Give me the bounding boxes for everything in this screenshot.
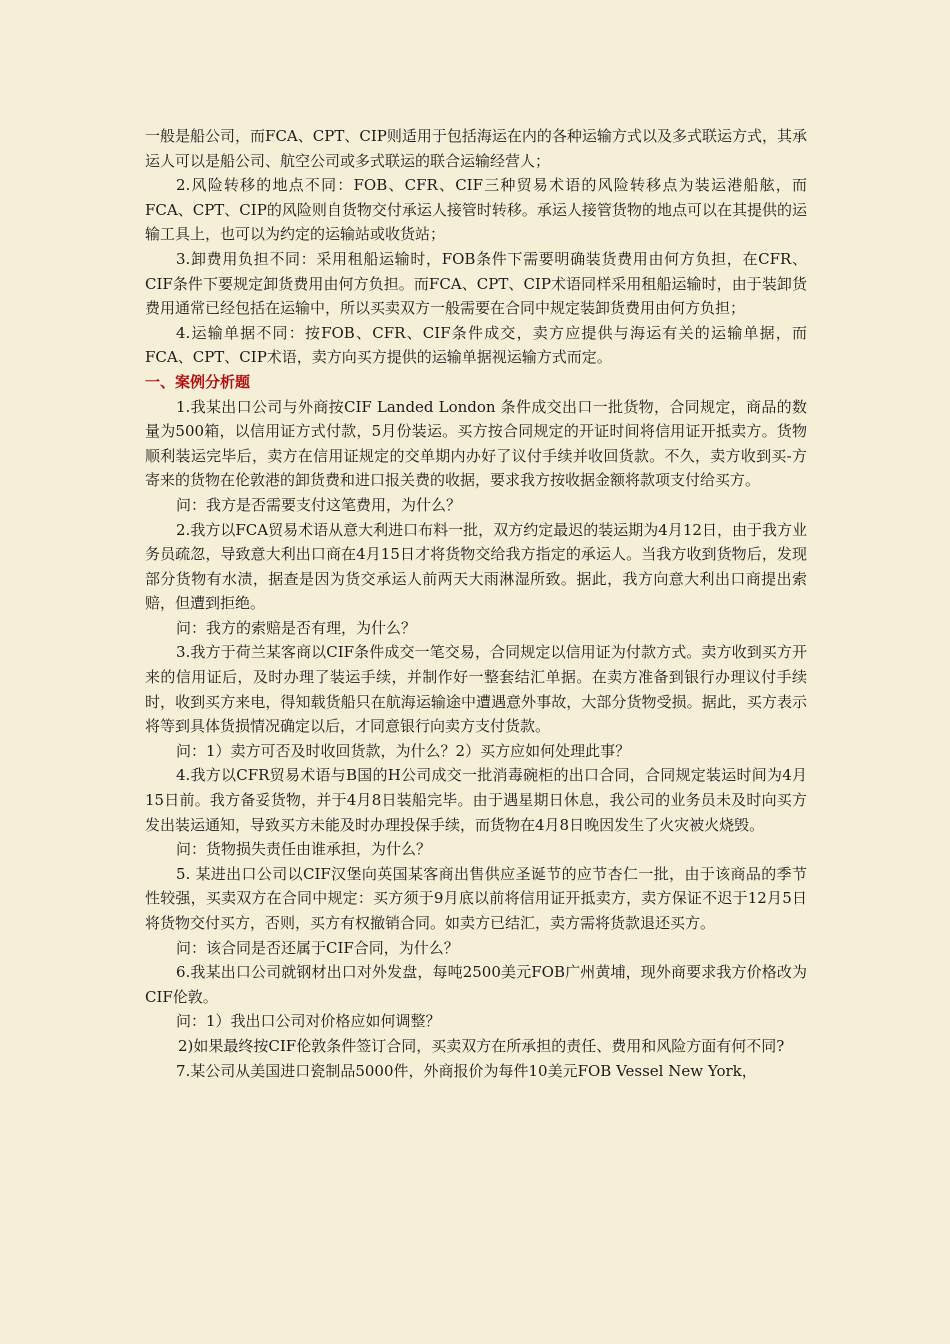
case-2-question: 问：我方的索赔是否有理，为什么？ (176, 618, 417, 637)
case-3: 3.我方于荷兰某客商以CIF条件成交一笔交易，合同规定以信用证为付款方式。卖方收到买方开来的信用证后，及时办理了装运手续，并制作好一整套结汇单据。在卖方准备到银行办理议付手续时，收到买方来电，得知载货船只在航海运输途中遭遇意外事故，大部分货物受损。据此，买方表示将等到具体货损情况确定以后，才同意银行向卖方支付货款。 (145, 643, 807, 736)
case-7: 7.某公司从美国进口瓷制品5000件，外商报价为每件10美元FOB Vessel New York， (176, 1061, 757, 1080)
case-5-question: 问：该合同是否还属于CIF合同，为什么？ (176, 938, 459, 957)
case-4: 4.我方以CFR贸易术语与B国的H公司成交一批消毒碗柜的出口合同，合同规定装运时间为4月15日前。我方备妥货物，并于4月8日装船完毕。由于遇星期日休息，我公司的业务员未及时向买方发出装运通知，导致买方未能及时办理投保手续，而货物在4月8日晚因发生了火灾被火烧毁。 (145, 766, 807, 834)
case-5: 5. 某进出口公司以CIF汉堡向英国某客商出售供应圣诞节的应节杏仁一批，由于该商品的季节性较强，买卖双方在合同中规定：买方须于9月底以前将信用证开抵卖方，卖方保证不迟于12月5日将货物交付买方，否则，买方有权撤销合同。如卖方已结汇，卖方需将货款退还买方。 (145, 864, 807, 932)
section-heading-case-analysis: 一、案例分析题 (145, 372, 251, 391)
document-body (145, 124, 807, 1083)
paragraph-continuation: 一般是船公司，而FCA、CPT、CIP则适用于包括海运在内的各种运输方式以及多式联运方式，其承运人可以是船公司、航空公司或多式联运的联合运输经营人； (145, 127, 807, 170)
paragraph-unloading-cost: 3.卸费用负担不同：采用租船运输时，FOB条件下需要明确装货费用由何方负担，在CFR、CIF条件下要规定卸货费用由何方负担。而FCA、CPT、CIP术语同样采用租船运输时，由于装卸货费用通常已经包括在运输中，所以买卖双方一般需要在合同中规定装卸货费用由何方负担； (145, 249, 807, 318)
case-4-question: 问：货物损失责任由谁承担，为什么？ (176, 840, 432, 859)
case-6-question-2: 2)如果最终按CIF伦敦条件签订合同，买卖双方在所承担的责任、费用和风险方面有何不同? (178, 1036, 785, 1055)
case-3-question: 问：1）卖方可否及时收回货款，为什么？2）买方应如何处理此事？ (176, 741, 631, 760)
case-1: 1.我某出口公司与外商按CIF Landed London 条件成交出口一批货物，合同规定，商品的数量为500箱，以信用证方式付款，5月份装运。买方按合同规定的开证时间将信用证开抵卖方。货物顺利装运完毕后，卖方在信用证规定的交单期内办好了议付手续并收回货款。不久，卖方收到买-方寄来的货物在伦敦港的卸货费和进口报关费的收据，要求我方按收据金额将款项支付给买方。 (145, 397, 807, 490)
case-6: 6.我某出口公司就钢材出口对外发盘，每吨2500美元FOB广州黄埔，现外商要求我方价格改为CIF伦敦。 (145, 963, 807, 1006)
case-2: 2.我方以FCA贸易术语从意大利进口布料一批，双方约定最迟的装运期为4月12日，由于我方业务员疏忽，导致意大利出口商在4月15日才将货物交给我方指定的承运人。当我方收到货物后，发现部分货物有水渍，据查是因为货交承运人前两天大雨淋湿所致。据此，我方向意大利出口商提出索赔，但遭到拒绝。 (145, 520, 807, 613)
paragraph-transport-documents: 4.运输单据不同：按FOB、CFR、CIF条件成交，卖方应提供与海运有关的运输单据，而FCA、CPT、CIP术语，卖方向买方提供的运输单据视运输方式而定。 (145, 323, 807, 367)
paragraph-risk-transfer: 2.风险转移的地点不同：FOB、CFR、CIF三种贸易术语的风险转移点为装运港船舷，而FCA、CPT、CIP的风险则自货物交付承运人接管时转移。承运人接管货物的地点可以在其提供的运输工具上，也可以为约定的运输站或收货站； (145, 176, 807, 244)
case-6-question-1: 问：1）我出口公司对价格应如何调整？ (176, 1012, 441, 1031)
case-1-question: 问：我方是否需要支付这笔费用，为什么？ (176, 495, 462, 514)
